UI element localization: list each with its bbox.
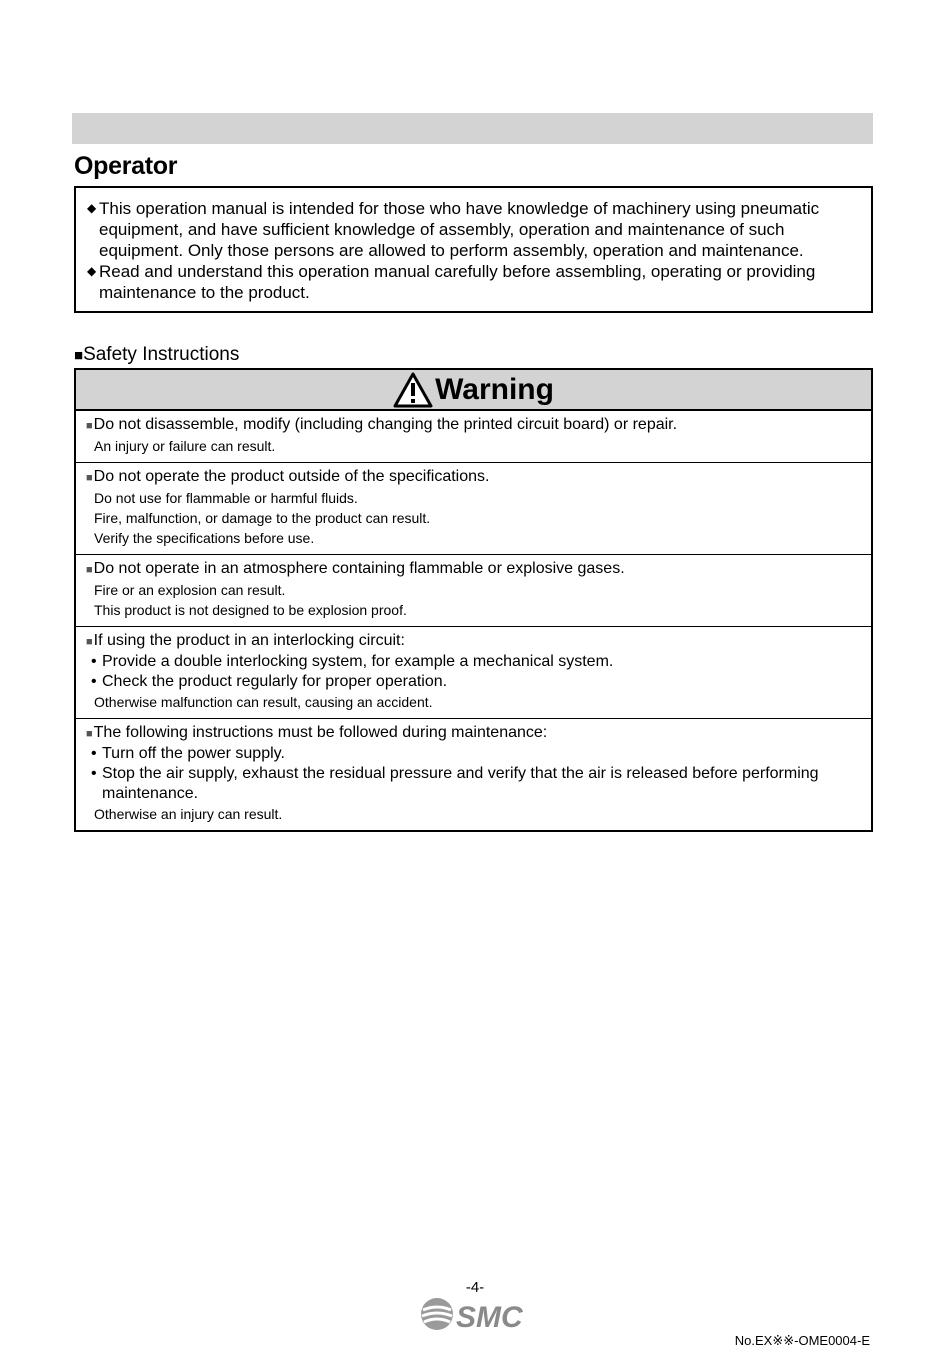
- diamond-bullet-icon: ◆: [87, 264, 97, 278]
- diamond-bullet-icon: ◆: [87, 201, 97, 215]
- warning-row-heading: ■Do not operate the product outside of the specifications.: [86, 468, 490, 485]
- warning-row-heading: ■Do not disassemble, modify (including changing the printed circuit board) or repair.: [86, 416, 678, 433]
- smc-logo-mark-icon: [421, 1298, 453, 1330]
- safety-heading: ■Safety Instructions: [74, 344, 240, 365]
- operator-item: ◆ This operation manual is intended for those who have knowledge of machinery using pneumatic equipment, and have sufficient knowledge of assembly, operation and maintenance of such equipment. Only those persons are allowed to perform assembly, operation and maintenance.: [87, 199, 820, 260]
- warning-row: [76, 462, 871, 554]
- warning-header: [76, 370, 871, 410]
- warning-row: [76, 410, 871, 462]
- square-bullet-icon: ■: [86, 728, 93, 740]
- warning-row-detail: This product is not designed to be explosion proof.: [94, 602, 407, 618]
- warning-row: [76, 554, 871, 626]
- warning-row: [76, 626, 871, 718]
- warning-row-detail: Fire or an explosion can result.: [94, 582, 286, 598]
- dot-bullet-icon: •: [91, 653, 97, 670]
- warning-row-bullet: • Stop the air supply, exhaust the residual pressure and verify that the air is released before performing maintenance.: [91, 765, 819, 802]
- square-bullet-icon: ■: [86, 636, 93, 648]
- warning-row-detail: Otherwise malfunction can result, causing an accident.: [94, 694, 433, 710]
- page-number: -4-: [465, 1279, 485, 1296]
- square-bullet-icon: ■: [86, 472, 93, 484]
- square-bullet-icon: ■: [86, 564, 93, 576]
- operator-title: Operator: [74, 152, 178, 180]
- square-bullet-icon: ■: [74, 347, 84, 364]
- warning-row-heading: ■Do not operate in an atmosphere containing flammable or explosive gases.: [86, 560, 625, 577]
- warning-row-heading: ■The following instructions must be followed during maintenance:: [86, 724, 548, 741]
- document-number: No.EX※※-OME0004-E: [734, 1333, 870, 1348]
- warning-row-heading: ■If using the product in an interlocking circuit:: [86, 632, 405, 649]
- warning-row-detail: Fire, malfunction, or damage to the product can result.: [94, 510, 431, 526]
- warning-row-bullet: • Turn off the power supply.: [91, 745, 285, 762]
- warning-table: [74, 368, 873, 832]
- warning-row-detail: Otherwise an injury can result.: [94, 806, 283, 822]
- header-bar: [72, 113, 873, 144]
- dot-bullet-icon: •: [91, 673, 97, 690]
- operator-item: ◆ Read and understand this operation manual carefully before assembling, operating or providing maintenance to the product.: [87, 262, 816, 302]
- square-bullet-icon: ■: [86, 420, 93, 432]
- dot-bullet-icon: •: [91, 745, 97, 762]
- svg-text:SMC: SMC: [456, 1301, 523, 1333]
- warning-row: [76, 718, 871, 830]
- warning-triangle-icon: [393, 372, 433, 408]
- warning-row-bullet: • Provide a double interlocking system, for example a mechanical system.: [91, 653, 614, 670]
- dot-bullet-icon: •: [91, 765, 97, 782]
- warning-title: Warning: [435, 372, 554, 406]
- smc-logo: [420, 1297, 528, 1338]
- warning-row-detail: An injury or failure can result.: [94, 438, 276, 454]
- warning-row-detail: Do not use for flammable or harmful fluids.: [94, 490, 358, 506]
- warning-row-bullet: • Check the product regularly for proper operation.: [91, 673, 448, 690]
- warning-row-detail: Verify the specifications before use.: [94, 530, 315, 546]
- operator-box: [74, 186, 873, 313]
